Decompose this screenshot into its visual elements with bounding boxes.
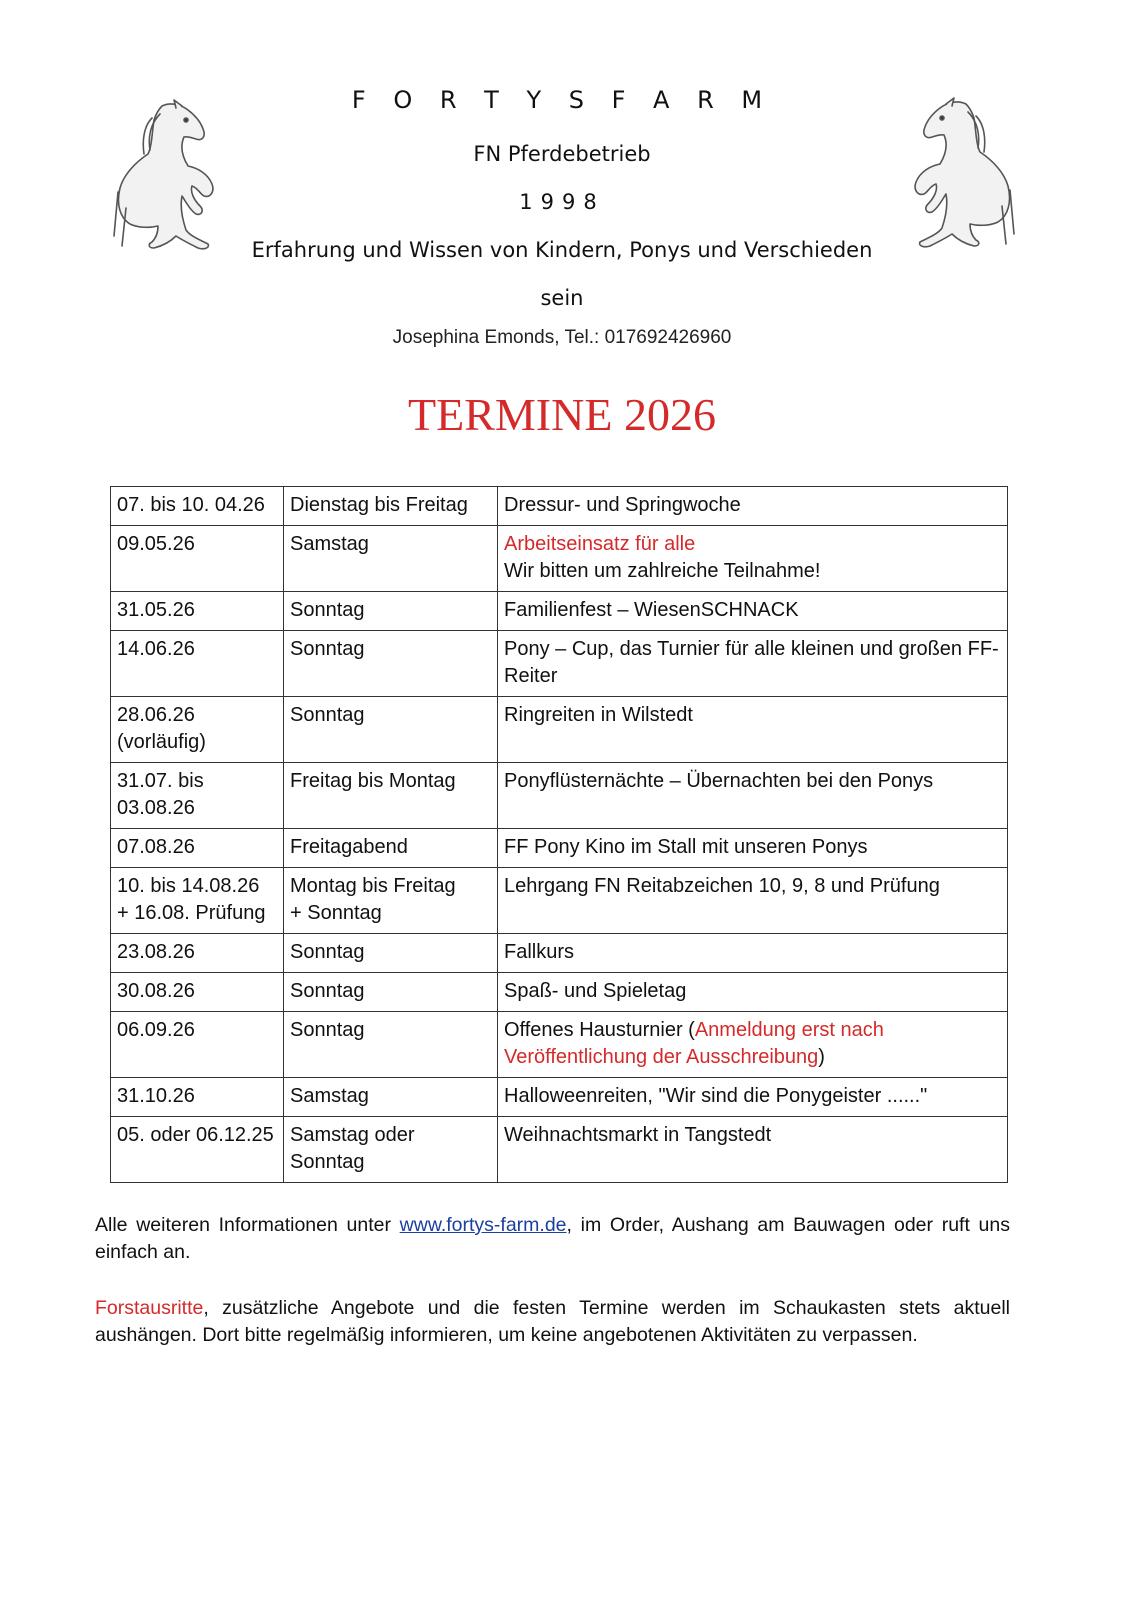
event-date-line-2: + 16.08. Prüfung [117,902,266,924]
event-day: Sonntag [284,697,498,763]
event-day-line-1: Montag bis Freitag [290,875,456,897]
event-description: Halloweenreiten, "Wir sind die Ponygeister ......" [498,1078,1008,1117]
table-row [111,1012,1008,1078]
event-description: Ringreiten in Wilstedt [498,697,1008,763]
event-day: Samstag [284,1078,498,1117]
motto-line-1: Erfahrung und Wissen von Kindern, Ponys und Verschieden [251,238,873,262]
event-description: Spaß- und Spieletag [498,973,1008,1012]
notice-text: , zusätzliche Angebote und die festen Termine werden im Schaukasten stets aktuell aushängen. Dort bitte regelmäßig informieren, um keine angebotenen Aktivitäten zu verpassen. [95,1297,1010,1346]
event-day [284,868,498,934]
event-date [111,868,284,934]
event-description: Ponyflüsternächte – Übernachten bei den Ponys [498,763,1008,829]
event-date: 14.06.26 [111,631,284,697]
event-description: Weihnachtsmarkt in Tangstedt [498,1117,1008,1183]
event-day: Sonntag [284,1012,498,1078]
table-row [111,1078,1008,1117]
event-highlight: Arbeitseinsatz für alle [504,533,696,555]
motto-line-2: sein [540,286,584,310]
notice-highlight: Forstausritte [95,1297,204,1319]
table-row [111,487,1008,526]
event-description: FF Pony Kino im Stall mit unseren Ponys [498,829,1008,868]
event-note: Wir bitten um zahlreiche Teilnahme! [504,560,821,582]
event-date: 09.05.26 [111,526,284,592]
event-description: Lehrgang FN Reitabzeichen 10, 9, 8 und Prüfung [498,868,1008,934]
event-date-line-1: 10. bis 14.08.26 [117,875,260,897]
contact-line: Josephina Emonds, Tel.: 017692426960 [392,327,732,348]
events-table [110,486,1008,1183]
event-day: Sonntag [284,934,498,973]
event-date: 07.08.26 [111,829,284,868]
event-date: 31.07. bis 03.08.26 [111,763,284,829]
event-day: Freitagabend [284,829,498,868]
brand-name: F O R T Y S F A R M [351,86,773,114]
event-description: Familienfest – WiesenSCHNACK [498,592,1008,631]
event-day: Samstag [284,526,498,592]
event-day: Sonntag [284,592,498,631]
table-row [111,697,1008,763]
table-row [111,973,1008,1012]
event-day: Freitag bis Montag [284,763,498,829]
info-paragraph [95,1212,1010,1266]
table-row [111,631,1008,697]
event-day: Sonntag [284,631,498,697]
founding-year: 1998 [519,190,605,214]
letterhead [0,0,1124,360]
business-type: FN Pferdebetrieb [473,142,651,166]
event-date: 06.09.26 [111,1012,284,1078]
event-date: 30.08.26 [111,973,284,1012]
table-row [111,868,1008,934]
website-link[interactable]: www.fortys-farm.de [399,1214,567,1236]
event-description: Fallkurs [498,934,1008,973]
event-date: 23.08.26 [111,934,284,973]
event-date: 28.06.26 (vorläufig) [111,697,284,763]
rearing-horse-icon [904,94,1024,254]
table-row [111,592,1008,631]
event-text-end: ) [818,1046,825,1068]
table-row [111,829,1008,868]
table-row [111,526,1008,592]
event-day: Sonntag [284,973,498,1012]
table-row [111,1117,1008,1183]
info-text-end: , im Order, Aushang am Bauwagen oder ruft uns einfach an. [95,1214,1010,1263]
event-description: Dressur- und Springwoche [498,487,1008,526]
event-date: 07. bis 10. 04.26 [111,487,284,526]
notice-paragraph [95,1295,1010,1349]
info-text: Alle weiteren Informationen unter [95,1214,400,1236]
event-text: Offenes Hausturnier ( [504,1019,695,1041]
event-highlight: Anmeldung erst nach Veröffentlichung der Ausschreibung [504,1019,884,1068]
event-description [498,526,1008,592]
event-day: Dienstag bis Freitag [284,487,498,526]
event-description [498,1012,1008,1078]
event-date: 05. oder 06.12.25 [111,1117,284,1183]
event-day-line-2: + Sonntag [290,902,382,924]
table-row [111,763,1008,829]
event-day: Samstag oder Sonntag [284,1117,498,1183]
event-date: 31.10.26 [111,1078,284,1117]
event-description: Pony – Cup, das Turnier für alle kleinen und großen FF-Reiter [498,631,1008,697]
rearing-horse-icon [104,96,224,256]
page-title: TERMINE 2026 [408,389,716,440]
table-row [111,934,1008,973]
event-date: 31.05.26 [111,592,284,631]
